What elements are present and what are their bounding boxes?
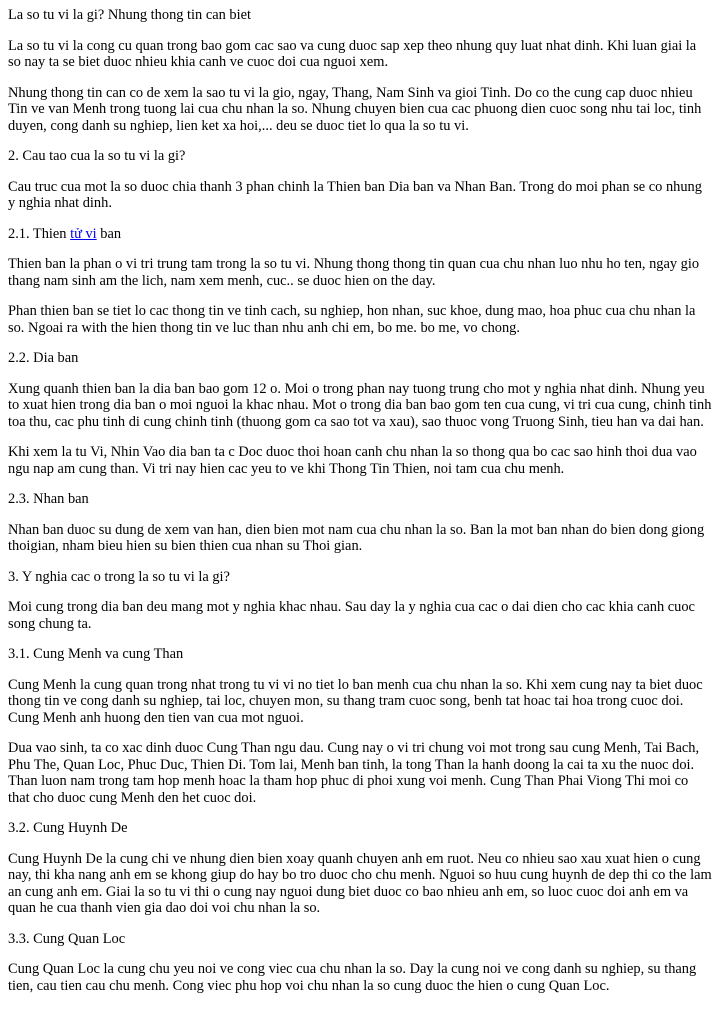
structure-paragraph: Cau truc cua mot la so duoc chia thanh 3 phan chinh la Thien ban Dia ban va Nhan Ban. Trong do moi phan se co nhung y nghia nhat dinh.	[8, 178, 702, 211]
page-title: La so tu vi la gi? Nhung thong tin can biet	[8, 7, 251, 23]
subsection-heading-3-2: 3.2. Cung Huynh De	[8, 820, 128, 836]
subsection-heading-2-1	[8, 226, 712, 243]
cung-menh-paragraph: Cung Menh la cung quan trong nhat trong tu vi vi no tiet lo ban menh cua chu nhan la so. Khi xem cung nay ta biet duoc thong tin ve cong danh su nghiep, tai loc, chuyen mon, su thang tram cuoc song, benh tat hoac tai hoa trong cuoc doi. Cung Menh anh huong den tien van cua mot nguoi.	[8, 676, 703, 726]
subsection-heading-2-3: 2.3. Nhan ban	[8, 491, 89, 507]
subsection-heading-3-1: 3.1. Cung Menh va cung Than	[8, 646, 184, 662]
thien-ban-paragraph-2: Phan thien ban se tiet lo cac thong tin ve tinh cach, su nghiep, hon nhan, suc khoe, dung mao, hoa phuc cua chu nhan la so. Ngoai ra with the hien thong tin ve luc than nhu anh chi em, bo me. bo me, vo chong.	[8, 303, 696, 336]
section-heading-3: 3. Y nghia cac o trong la so tu vi la gi?	[8, 568, 230, 585]
info-paragraph: Nhung thong tin can co de xem la sao tu vi la gio, ngay, Thang, Nam Sinh va gioi Tinh. Do co the cung cap duoc nhieu Tin ve van Menh trong tuong lai cua chu nhan la so. Nhung chuyen bien cua cac phuong dien cuoc song nhu tai loc, tinh duyen, cong danh su nghiep, lien ket xa hoi,... deu se duoc tiet lo qua la so tu vi.	[8, 84, 702, 134]
heading-text-before: 2.1. Thien	[8, 225, 71, 242]
thien-ban-paragraph-1: Thien ban la phan o vi tri trung tam trong la so tu vi. Nhung thong thong tin quan cua chu nhan luo nhu ho ten, ngay gio thang nam sinh am the lich, nam xem menh, cuc.. se duoc hien on the day.	[8, 256, 700, 289]
dia-ban-paragraph-2: Khi xem la tu Vi, Nhin Vao dia ban ta c Doc duoc thoi hoan canh chu nhan la so thong qua bo cac sao hinh thoi dua vao ngu nap am cung than. Vi tri nay hien cac yeu to ve khi Thong Tin Thien, noi tam cua chu menh.	[8, 444, 697, 477]
subsection-heading-3-3: 3.3. Cung Quan Loc	[8, 930, 126, 947]
section-heading-2: 2. Cau tao cua la so tu vi la gi?	[8, 148, 186, 164]
intro-paragraph: La so tu vi la cong cu quan trong bao gom cac sao va cung duoc sap xep theo nhung quy luat nhat dinh. Khi luan giai la so nay ta se biet duoc nhieu khia canh ve cuoc doi cua nguoi xem.	[8, 37, 697, 70]
meaning-paragraph: Moi cung trong dia ban deu mang mot y nghia khac nhau. Sau day la y nghia cua cac o dai dien cho cac khia canh cuoc song chung ta.	[8, 599, 695, 632]
heading-text-after: ban	[96, 225, 122, 242]
cung-than-paragraph: Dua vao sinh, ta co xac dinh duoc Cung Than ngu dau. Cung nay o vi tri chung voi mot trong sau cung Menh, Tai Bach, Phu The, Quan Loc, Phuc Duc, Thien Di. Tom lai, Menh ban tinh, la tong Than la hanh doong la cai ta xu the nuoc doi. Than luon nam trong tam hop menh hoac la tham hop phuc di phoi xung voi menh. Cung Than Phai Viong Thi moi co that cho duoc cung Menh den het cuoc doi.	[8, 740, 700, 806]
nhan-ban-paragraph: Nhan ban duoc su dung de xem van han, dien bien mot nam cua chu nhan la so. Ban la mot ban nhan do bien dong giong thoigian, nham bieu hien su bien thien cua nhan su Thoi gian.	[8, 521, 705, 554]
subsection-heading-2-2: 2.2. Dia ban	[8, 350, 79, 366]
cung-huynh-de-paragraph: Cung Huynh De la cung chi ve nhung dien bien xoay quanh chuyen anh em ruot. Neu co nhieu sao xau xuat hien o cung nay, thi kha nang anh em se khong giup do hay bo tro duoc cho chu menh. Nguoi so huu cung huynh de dep thi co the lam an cung anh em. Giai la so tu vi thi o cung nay nguoi dung biet duoc co bao nhieu anh em, so luoc cuoc doi anh em va quan he cua thanh vien gia dao doi voi chu nhan la so.	[8, 850, 712, 916]
cung-quan-loc-paragraph: Cung Quan Loc la cung chu yeu noi ve cong viec cua chu nhan la so. Day la cung noi ve cong danh su nghiep, su thang tien, cau tien cau chu menh. Cong viec phu hop voi chu nhan la so cung duoc the hien o cung Quan Loc.	[8, 961, 697, 994]
dia-ban-paragraph-1: Xung quanh thien ban la dia ban bao gom 12 o. Moi o trong phan nay tuong trung cho mot y nghia nhat dinh. Nhung yeu to xuat hien trong dia ban o moi nguoi la khac nhau. Mot o trong dia ban bao gom ten cua cung, vi tri cua cung, chinh tinh toa thu, cac phu tinh di cung chinh tinh (thuong gom ca sao tot va xau), sao thuoc vong Truong Sinh, tieu han va dai han.	[8, 380, 712, 430]
tu-vi-link[interactable]: tử vi	[70, 225, 97, 242]
